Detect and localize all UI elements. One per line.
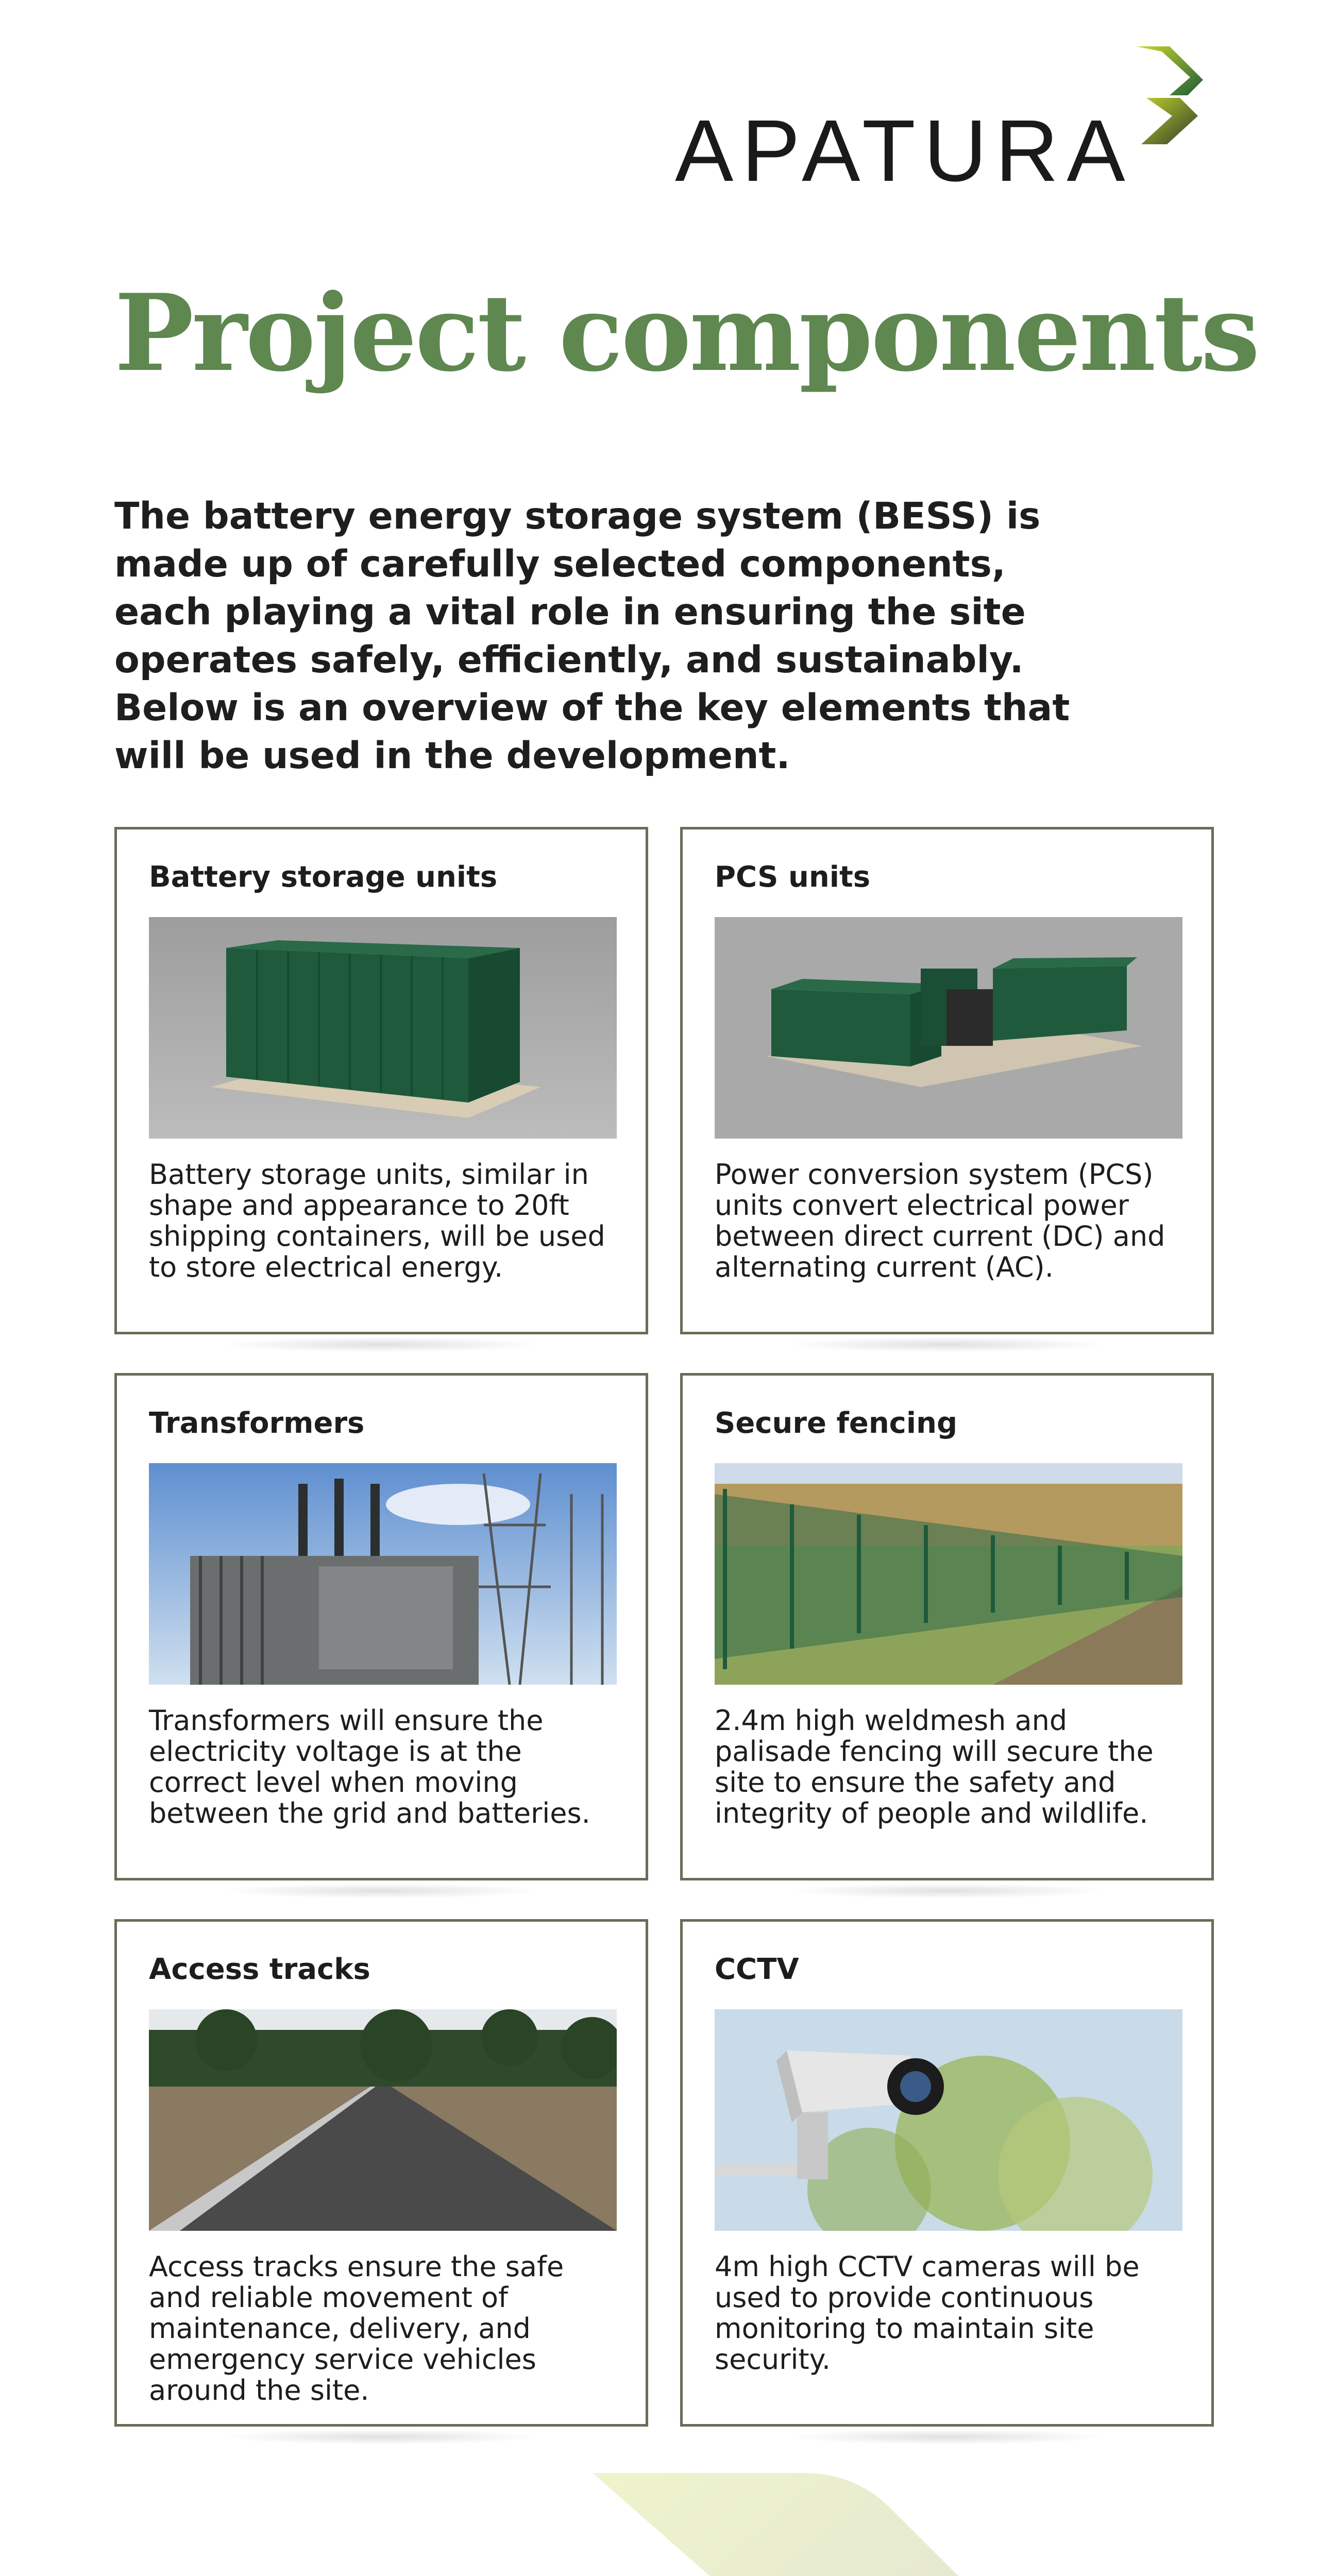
card-title: Transformers: [149, 1406, 365, 1440]
component-card-transformers: [114, 1373, 648, 1880]
card-description: Transformers will ensure the electricity voltage is at the correct level when moving between the grid and batteries.: [149, 1704, 590, 1829]
card-title: Battery storage units: [149, 860, 498, 894]
card-description: Power conversion system (PCS) units convert electrical power between direct current (DC) and alternating current (AC).: [715, 1158, 1165, 1283]
component-card-access-tracks: [114, 1919, 648, 2427]
component-card-secure-fencing: [680, 1373, 1214, 1880]
card-description: Access tracks ensure the safe and reliable movement of maintenance, delivery, and emergency service vehicles around the site.: [149, 2250, 564, 2406]
component-card-battery-storage: [114, 827, 648, 1334]
chevron-logo-icon: [1131, 44, 1219, 147]
card-description: Battery storage units, similar in shape and appearance to 20ft shipping containers, will be used to store electrical energy.: [149, 1158, 605, 1283]
intro-paragraph: The battery energy storage system (BESS) is made up of carefully selected components, each playing a vital role in ensuring the site operates safely, efficiently, and sustainably. Below is an overview of the key elements that will be used in the development.: [114, 495, 1070, 777]
battery-container-photo: [149, 917, 617, 1139]
card-description: 2.4m high weldmesh and palisade fencing will secure the site to ensure the safety and integrity of people and wildlife.: [715, 1704, 1154, 1829]
card-title: PCS units: [715, 860, 871, 894]
pcs-units-photo: [715, 917, 1182, 1139]
cctv-camera-photo: [715, 2009, 1182, 2231]
component-card-cctv: [680, 1919, 1214, 2427]
card-description: 4m high CCTV cameras will be used to provide continuous monitoring to maintain site security.: [715, 2250, 1140, 2376]
card-title: Access tracks: [149, 1953, 370, 1986]
card-title: CCTV: [715, 1953, 799, 1986]
logo-wordmark: APATURA: [675, 102, 1134, 200]
background-chevron-decoration: [0, 2421, 1319, 2576]
card-title: Secure fencing: [715, 1406, 958, 1440]
apatura-logo: [675, 41, 1216, 200]
component-card-pcs-units: [680, 827, 1214, 1334]
fencing-photo: [715, 1463, 1182, 1685]
transformer-photo: [149, 1463, 617, 1685]
access-track-photo: [149, 2009, 617, 2231]
page-title: Project components: [114, 272, 1258, 395]
